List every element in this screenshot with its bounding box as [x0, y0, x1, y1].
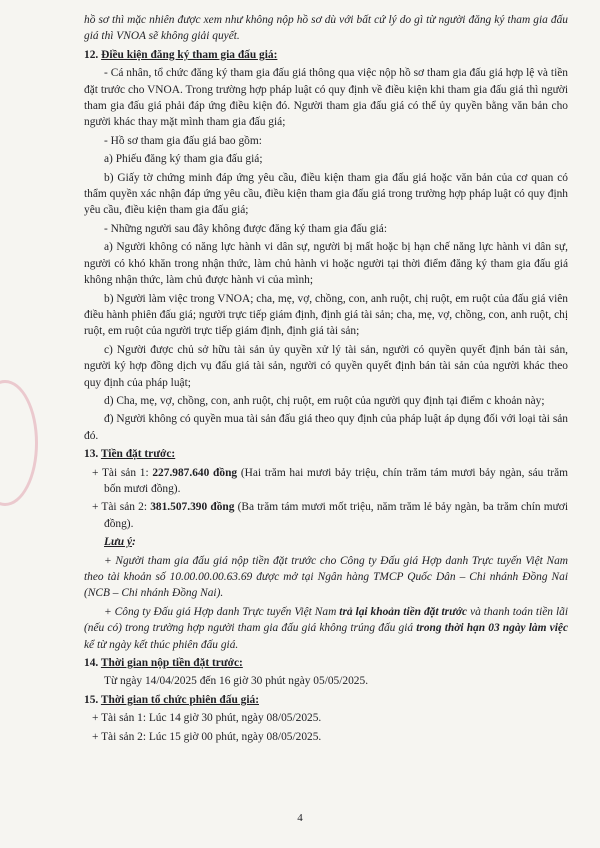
section-12-exclusion-dd: đ) Người không có quyền mua tài sản đấu giá theo quy định của pháp luật áp dụng đối với loại tài sản đó.: [84, 413, 568, 442]
note-2: + Công ty Đấu giá Hợp danh Trực tuyến Việt Nam trả lại khoản tiền đặt trước và thanh toán tiền lãi (nếu có) trong trường hợp người tham gia đấu giá không trúng đấu giá trong thời hạn 03 ngày làm việc kể từ ngày kết thúc phiên đấu giá.: [84, 605, 568, 651]
section-15-heading: 15. Thời gian tổ chức phiên đấu giá:: [84, 693, 259, 706]
note-1: + Người tham gia đấu giá nộp tiền đặt trước cho Công ty Đấu giá Hợp danh Trực tuyến Việt Nam theo tài khoản số 10.00.00.00.63.69 được mở tại Ngân hàng TMCP Quốc Dân – Chi nhánh Đồng Nai (NCB – Chi nhánh Đồng Nai).: [84, 554, 568, 600]
document-body: [84, 12, 568, 747]
section-12-exclusion-d: d) Cha, mẹ, vợ, chồng, con, anh ruột, chị ruột, em ruột của người quy định tại điểm c khoản này;: [104, 394, 545, 407]
deposit-asset-1: + Tài sản 1: 227.987.640 đồng (Hai trăm hai mươi bảy triệu, chín trăm tám mươi bảy ngàn, sáu trăm bốn mươi đồng).: [92, 466, 568, 495]
section-12-paragraph-3: - Những người sau đây không được đăng ký tham gia đấu giá:: [104, 222, 388, 235]
auction-time-asset-1: + Tài sản 1: Lúc 14 giờ 30 phút, ngày 08/05/2025.: [92, 712, 322, 725]
section-12-paragraph-1: - Cá nhân, tổ chức đăng ký tham gia đấu giá thông qua việc nộp hồ sơ tham gia đấu giá hợp lệ và tiền đặt trước cho VNOA. Trong trường hợp pháp luật có quy định về điều kiện khi tham gia đấu giá thì người tham gia đấu giá phải đáp ứng điều kiện đó. Người tham gia đấu giá có thể ủy quyền bằng văn bản cho người khác thay mặt mình tham gia đấu giá;: [84, 67, 568, 129]
section-12-exclusion-a: a) Người không có năng lực hành vi dân sự, người bị mất hoặc bị hạn chế năng lực hành vi dân sự, người có khó khăn trong nhận thức, làm chủ hành vi hoặc người tại thời điểm đăng ký tham gia đấu giá không nhận thức, làm chủ được hành vi của mình;: [84, 241, 568, 287]
section-12-paragraph-2: - Hồ sơ tham gia đấu giá bao gồm:: [104, 134, 262, 147]
deposit-asset-2: + Tài sản 2: 381.507.390 đồng (Ba trăm tám mươi mốt triệu, năm trăm lẻ bảy ngàn, ba trăm chín mươi đồng).: [92, 501, 568, 530]
red-stamp-mark: [0, 380, 38, 506]
section-12-item-a: a) Phiếu đăng ký tham gia đấu giá;: [104, 153, 263, 166]
section-13-heading: 13. Tiền đặt trước:: [84, 448, 176, 461]
section-12-heading: 12. Điều kiện đăng ký tham gia đấu giá:: [84, 48, 278, 61]
continuation-paragraph: hồ sơ thì mặc nhiên được xem như không nộp hồ sơ dù với bất cứ lý do gì từ người đăng ký tham gia đấu giá thì VNOA sẽ không giải quyết.: [84, 14, 568, 43]
section-12-item-b: b) Giấy tờ chứng minh đáp ứng yêu cầu, điều kiện tham gia đấu giá hoặc văn bản của cơ quan có thẩm quyền xác nhận đáp ứng yêu cầu, điều kiện tham gia đấu giá trong trường hợp pháp luật có quy định yêu cầu, điều kiện tham gia đấu giá;: [84, 171, 568, 217]
section-12-exclusion-c: c) Người được chủ sở hữu tài sản ủy quyền xử lý tài sản, người có quyền quyết định bán tài sản, người ký hợp đồng dịch vụ đấu giá tài sản, người có quyền quyết định bán tài sản của người khác theo quy định của pháp luật;: [84, 343, 568, 389]
section-14-text: Từ ngày 14/04/2025 đến 16 giờ 30 phút ngày 05/05/2025.: [104, 675, 369, 688]
auction-time-asset-2: + Tài sản 2: Lúc 15 giờ 00 phút, ngày 08/05/2025.: [92, 730, 322, 743]
section-12-exclusion-b: b) Người làm việc trong VNOA; cha, mẹ, vợ, chồng, con, anh ruột, chị ruột, em ruột của đấu giá viên điều hành phiên đấu giá; người trực tiếp giám định, định giá tài sản; cha, mẹ, vợ, chồng, con, anh ruột, chị ruột, em ruột của người trực tiếp giám định, định giá tài sản;: [84, 292, 568, 338]
note-label: Lưu ý:: [104, 536, 136, 549]
page-number: 4: [297, 812, 303, 824]
section-14-heading: 14. Thời gian nộp tiền đặt trước:: [84, 657, 243, 670]
